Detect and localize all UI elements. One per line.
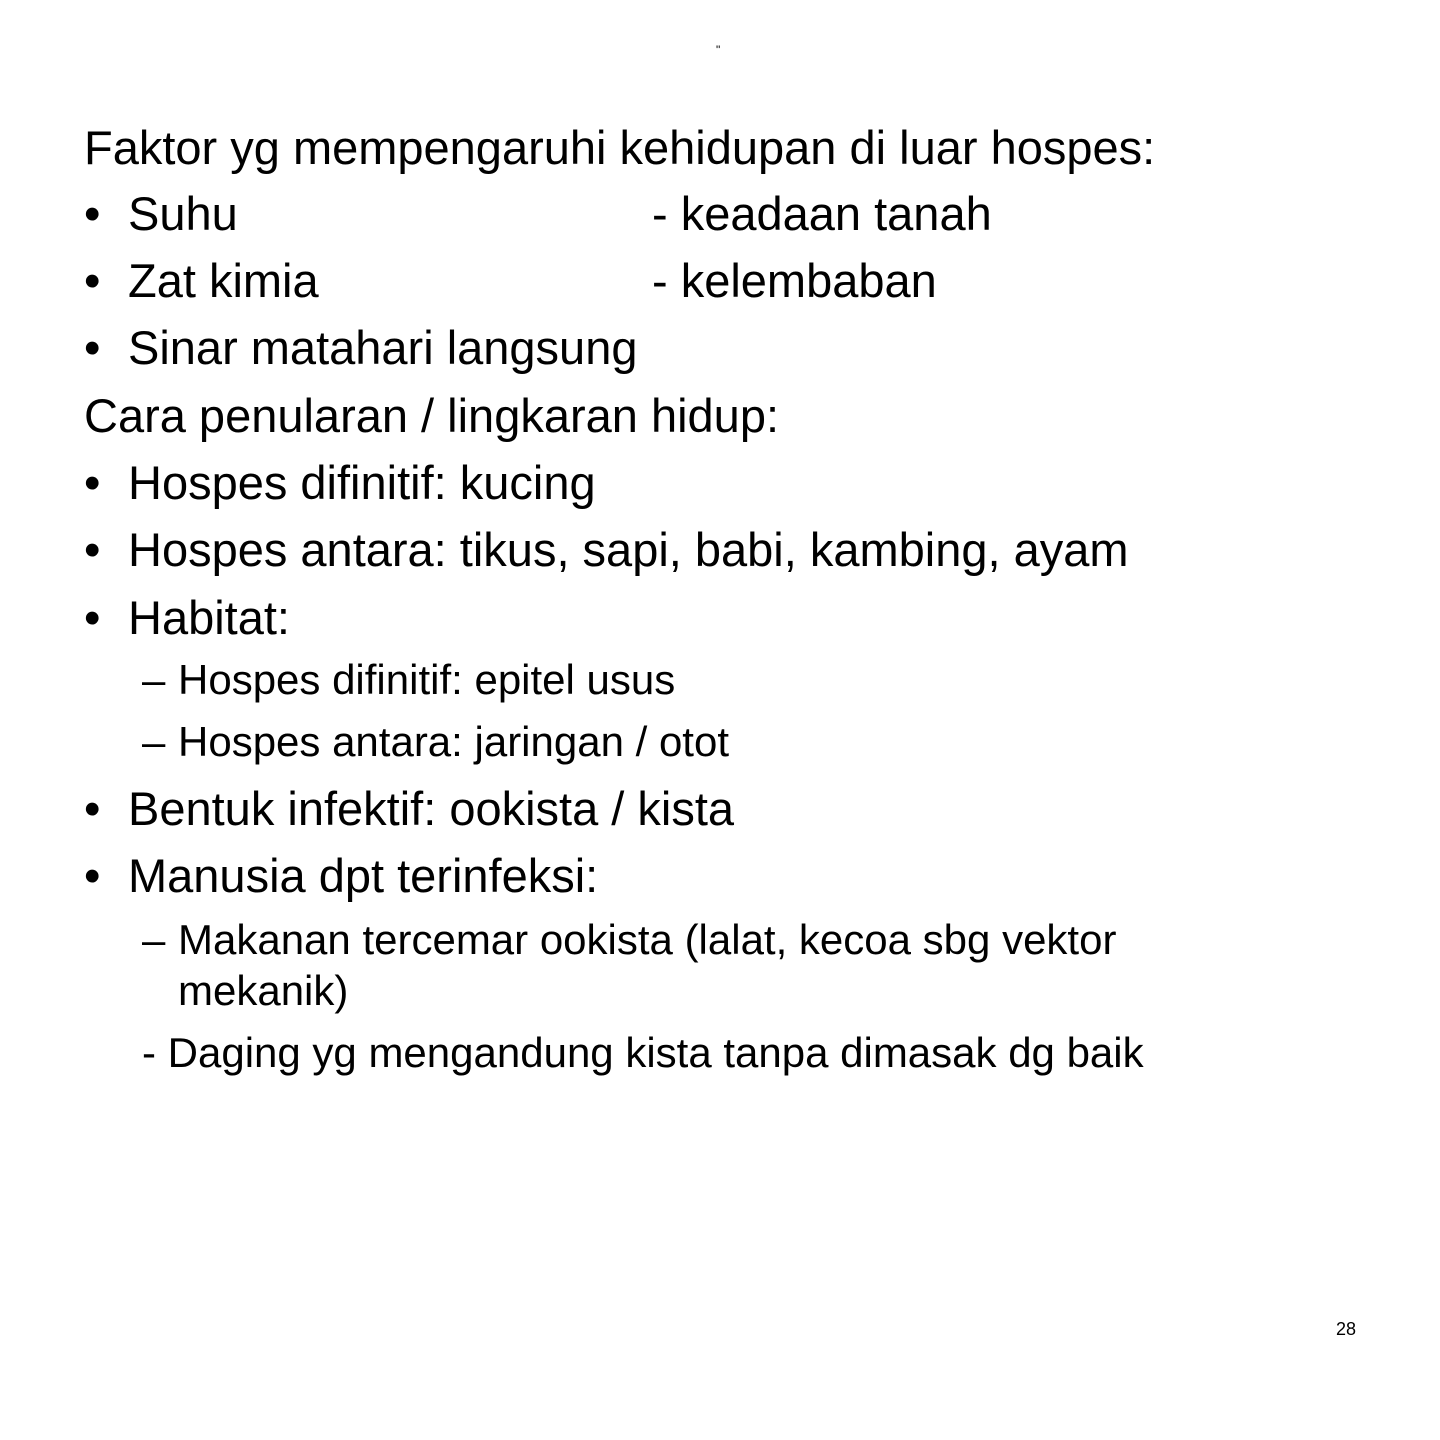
bullet-marker: • — [84, 321, 101, 374]
dash-marker: – — [142, 916, 166, 963]
item-label: Zat kimia — [128, 254, 319, 307]
sub-item-makanan-continued: mekanik) — [178, 967, 349, 1014]
sub-item-label: Hospes difinitif: epitel usus — [178, 656, 676, 703]
list-item-sinar — [0, 321, 1440, 374]
sub-item-makanan — [0, 916, 1440, 965]
item-label: Bentuk infektif: ookista / kista — [128, 782, 735, 835]
sub-item-label: Makanan tercemar ookista (lalat, kecoa sbg vektor — [178, 916, 1117, 963]
list-item-hospes-difinitif — [0, 456, 1440, 509]
heading-factors: Faktor yg mempengaruhi kehidupan di luar hospes: — [84, 121, 1156, 174]
list-item-hospes-antara — [0, 523, 1440, 576]
bullet-marker: • — [84, 782, 101, 835]
item-label: Suhu — [128, 187, 238, 240]
sub-item-label: Hospes antara: jaringan / otot — [178, 718, 730, 765]
item-label: Hospes difinitif: kucing — [128, 456, 596, 509]
item-secondary: - keadaan tanah — [652, 187, 992, 240]
item-label: Hospes antara: tikus, sapi, babi, kambing, ayam — [128, 523, 1129, 576]
heading-transmission: Cara penularan / lingkaran hidup: — [84, 389, 780, 442]
bullet-marker: • — [84, 849, 101, 902]
bullet-marker: • — [84, 254, 101, 307]
list-item-habitat — [0, 591, 1440, 644]
item-label: Sinar matahari langsung — [128, 321, 638, 374]
bullet-marker: • — [84, 523, 101, 576]
item-secondary: - kelembaban — [652, 254, 937, 307]
list-item-bentuk-infektif — [0, 782, 1440, 835]
dash-marker: – — [142, 718, 166, 765]
top-mark: " — [716, 43, 721, 57]
sub-item-daging: - Daging yg mengandung kista tanpa dimasak dg baik — [142, 1029, 1144, 1076]
bullet-marker: • — [84, 187, 101, 240]
item-label: Manusia dpt terinfeksi: — [128, 849, 599, 902]
dash-marker: – — [142, 656, 166, 703]
sub-item-habitat-difinitif — [0, 656, 1440, 705]
item-label: Habitat: — [128, 591, 290, 644]
list-item-suhu — [0, 187, 1440, 240]
list-item-zat-kimia — [0, 254, 1440, 307]
bullet-marker: • — [84, 591, 101, 644]
bullet-marker: • — [84, 456, 101, 509]
page-number: 28 — [1335, 1319, 1356, 1339]
sub-item-habitat-antara — [0, 718, 1440, 767]
list-item-manusia — [0, 849, 1440, 902]
